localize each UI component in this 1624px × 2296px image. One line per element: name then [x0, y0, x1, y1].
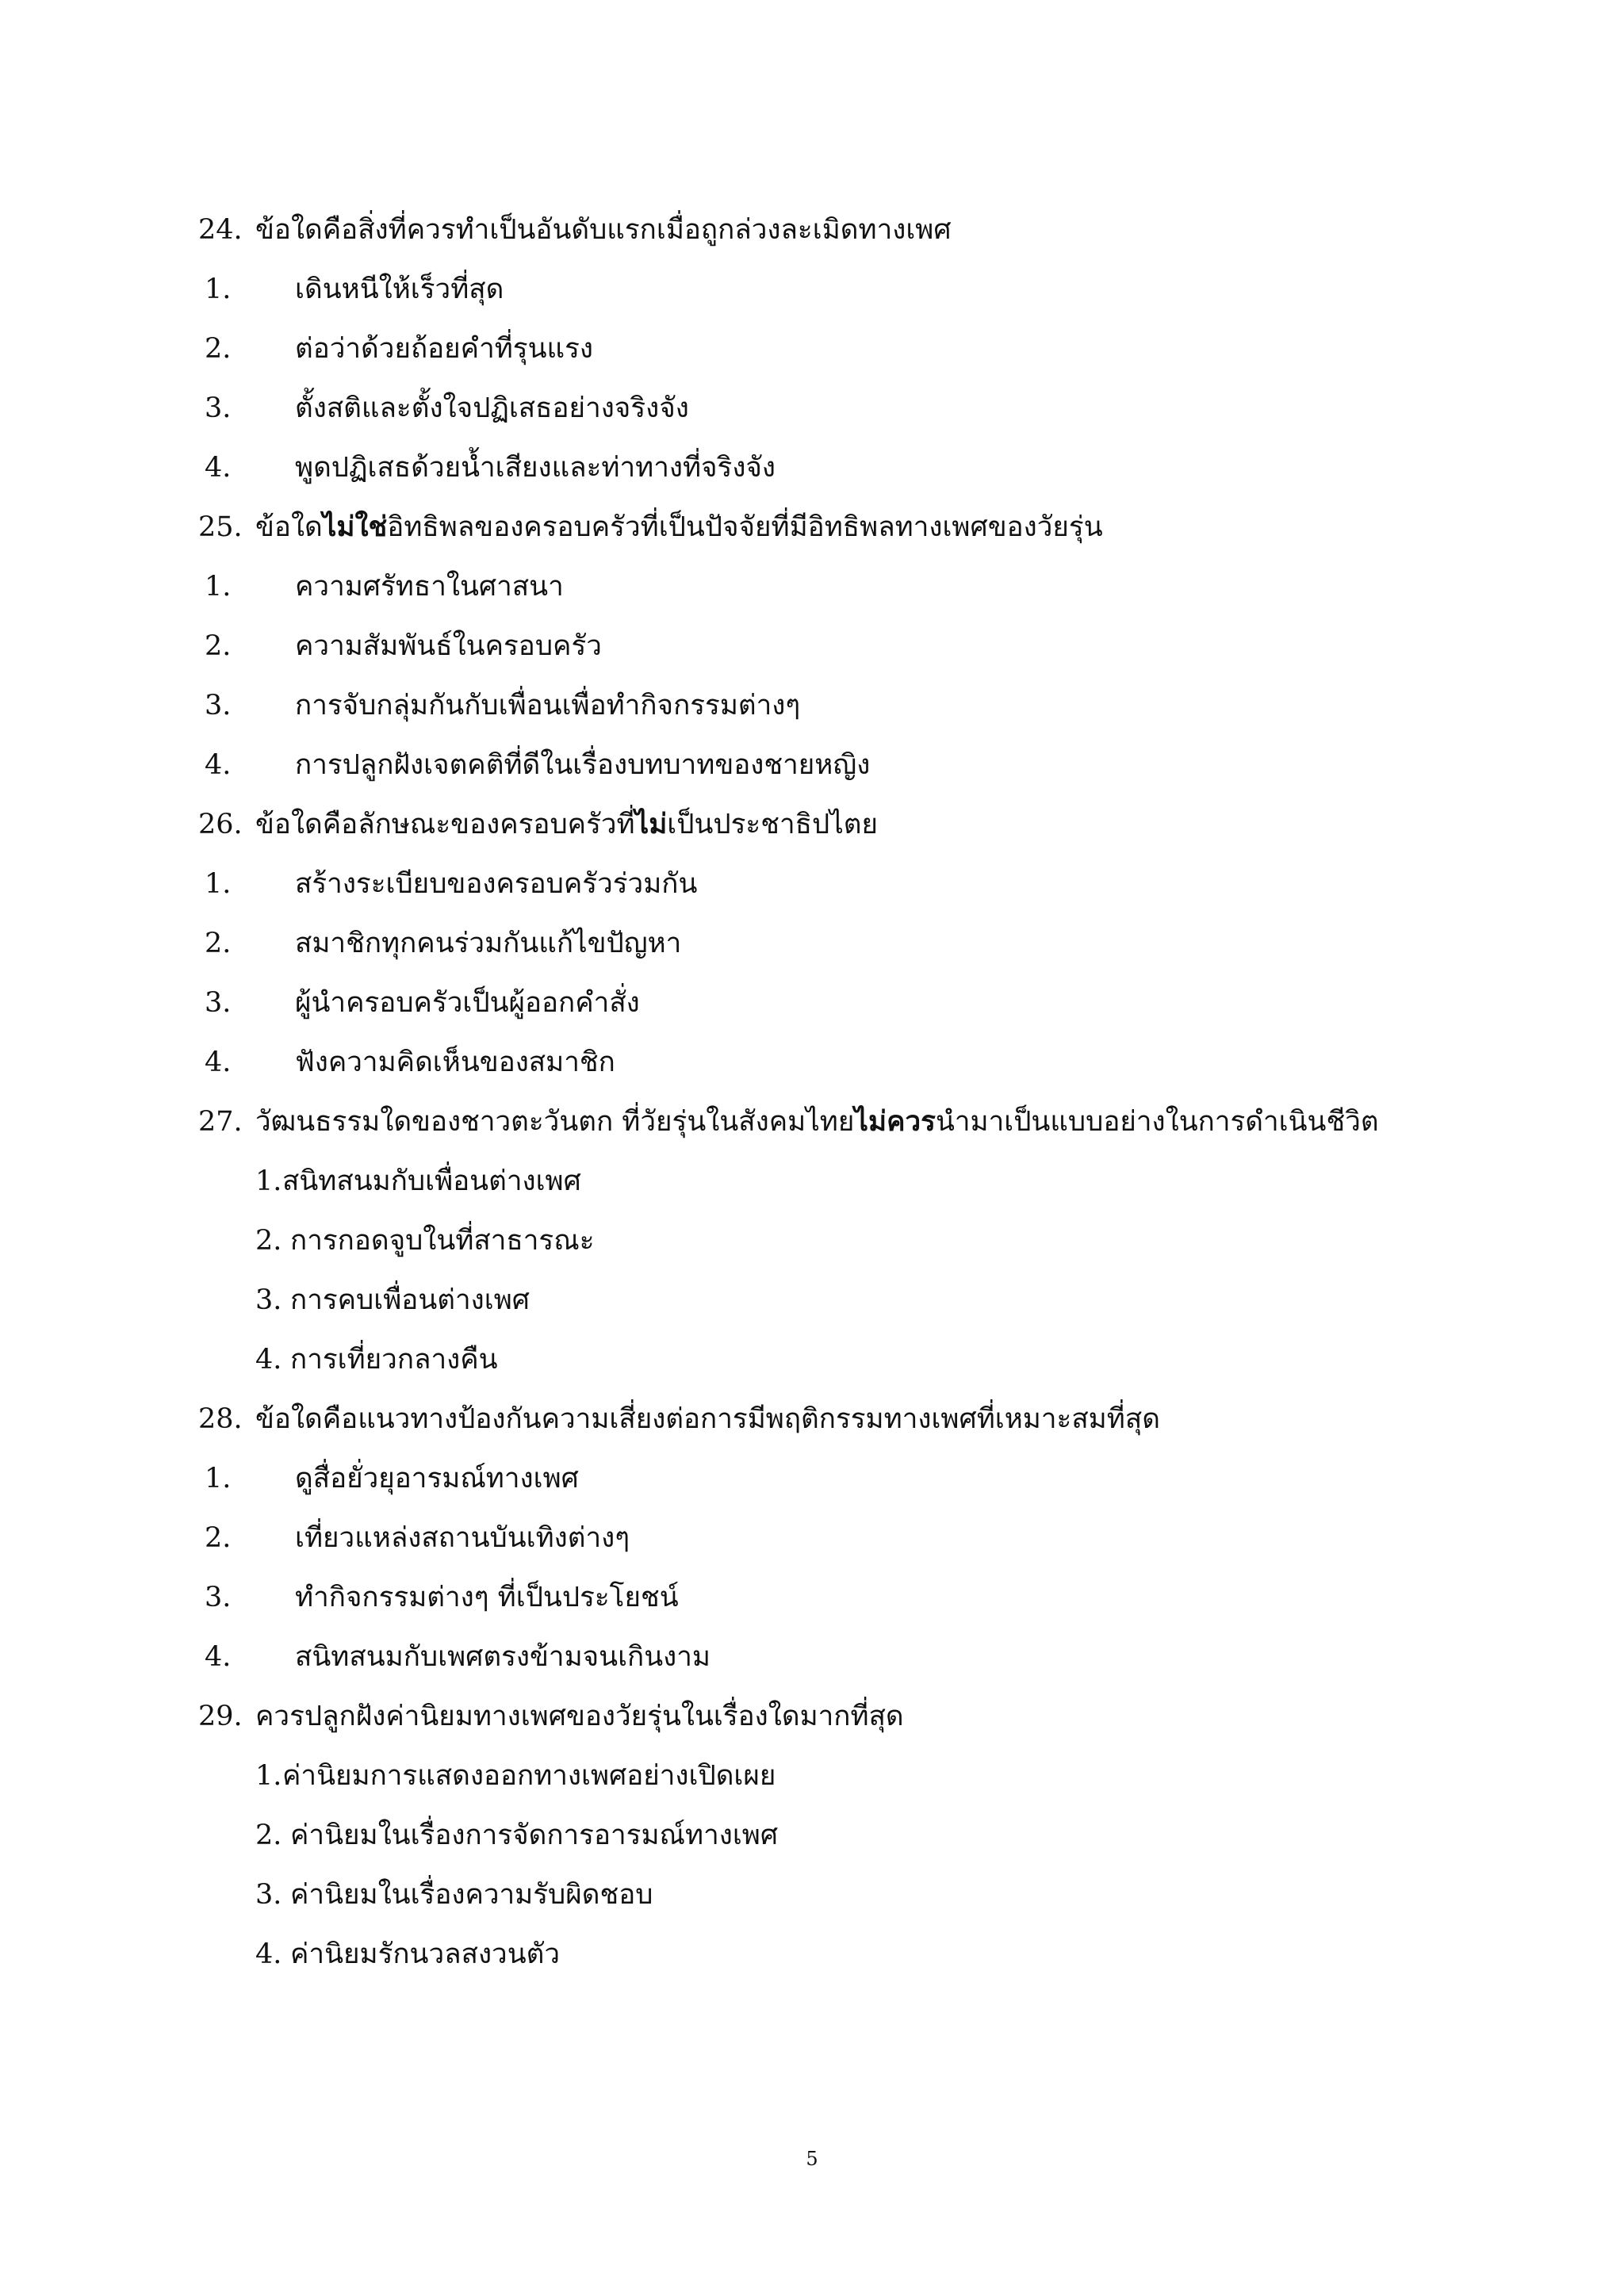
- choice-text: สนิทสนมกับเพื่อนต่างเพศ: [282, 1165, 581, 1197]
- choice-text: ค่านิยมในเรื่องความรับผิดชอบ: [290, 1879, 653, 1911]
- choice-number: 1.: [255, 1760, 282, 1792]
- question-number: 26.: [198, 809, 243, 840]
- choice-number: 1.: [205, 1463, 232, 1494]
- choice-text: การจับกลุ่มกันกับเพื่อนเพื่อทำกิจกรรมต่างๆ: [295, 690, 801, 721]
- choice-number: 2.: [205, 928, 232, 959]
- choice-number: 2.: [255, 1225, 282, 1257]
- choice-text: ผู้นำครอบครัวเป็นผู้ออกคำสั่ง: [295, 987, 640, 1019]
- choice-number: 1.: [205, 868, 232, 900]
- choice-text: การกอดจูบในที่สาธารณะ: [290, 1225, 595, 1257]
- choice-text: เที่ยวแหล่งสถานบันเทิงต่างๆ: [295, 1522, 630, 1554]
- choice-text: พูดปฏิเสธด้วยน้ำเสียงและท่าทางที่จริงจัง: [295, 452, 776, 484]
- choice-text: สร้างระเบียบของครอบครัวร่วมกัน: [295, 868, 698, 900]
- choice-text: ความศรัทธาในศาสนา: [295, 571, 564, 603]
- choice-text: ทำกิจกรรมต่างๆ ที่เป็นประโยชน์: [295, 1582, 679, 1613]
- choice-number: 2.: [255, 1820, 282, 1851]
- choice-number: 4.: [205, 749, 232, 781]
- choice-text: สมาชิกทุกคนร่วมกันแก้ไขปัญหา: [295, 928, 682, 959]
- choice-text: ค่านิยมการแสดงออกทางเพศอย่างเปิดเผย: [282, 1760, 776, 1792]
- choice-text: การปลูกฝังเจตคติที่ดีในเรื่องบทบาทของชายหญิง: [295, 749, 871, 781]
- choice-number: 4.: [205, 452, 232, 484]
- choice-number: 4.: [255, 1938, 282, 1970]
- question-text: ข้อใดคือลักษณะของครอบครัวที่ไม่เป็นประชาธิปไตย: [255, 808, 879, 840]
- question-text: ข้อใดคือสิ่งที่ควรทำเป็นอันดับแรกเมื่อถูกล่วงละเมิดทางเพศ: [255, 214, 952, 246]
- choice-text: ฟังความคิดเห็นของสมาชิก: [295, 1047, 615, 1078]
- choice-text: เดินหนีให้เร็วที่สุด: [295, 274, 504, 305]
- choice-text: ค่านิยมรักนวลสงวนตัว: [290, 1938, 561, 1970]
- question-text: ข้อใดคือแนวทางป้องกันความเสี่ยงต่อการมีพฤติกรรมทางเพศที่เหมาะสมที่สุด: [255, 1403, 1160, 1435]
- choice-number: 3.: [205, 1582, 232, 1613]
- choice-number: 4.: [205, 1047, 232, 1078]
- question-number: 24.: [198, 214, 243, 246]
- choice-number: 1.: [255, 1165, 282, 1197]
- choice-number: 2.: [205, 630, 232, 662]
- choice-text: การคบเพื่อนต่างเพศ: [290, 1284, 530, 1316]
- page-number: 5: [806, 2148, 818, 2170]
- question-text: วัฒนธรรมใดของชาวตะวันตก ที่วัยรุ่นในสังคมไทยไม่ควรนำมาเป็นแบบอย่างในการดำเนินชีวิต: [255, 1105, 1379, 1138]
- question-text: ควรปลูกฝังค่านิยมทางเพศของวัยรุ่นในเรื่องใดมากที่สุด: [255, 1701, 904, 1732]
- choice-number: 3.: [205, 392, 232, 424]
- choice-number: 1.: [205, 571, 232, 603]
- choice-number: 3.: [255, 1879, 282, 1911]
- choice-number: 1.: [205, 274, 232, 305]
- choice-number: 4.: [255, 1344, 282, 1376]
- question-text: ข้อใดไม่ใช่อิทธิพลของครอบครัวที่เป็นปัจจัยที่มีอิทธิพลทางเพศของวัยรุ่น: [255, 511, 1103, 543]
- choice-text: ตั้งสติและตั้งใจปฏิเสธอย่างจริงจัง: [295, 392, 689, 424]
- choice-text: สนิทสนมกับเพศตรงข้ามจนเกินงาม: [295, 1641, 710, 1673]
- choice-number: 3.: [205, 690, 232, 721]
- choice-text: ความสัมพันธ์ในครอบครัว: [295, 630, 602, 662]
- choice-number: 2.: [205, 1522, 232, 1554]
- question-number: 29.: [198, 1701, 243, 1732]
- choice-text: ดูสื่อยั่วยุอารมณ์ทางเพศ: [295, 1463, 579, 1494]
- choice-text: การเที่ยวกลางคืน: [290, 1344, 498, 1376]
- choice-number: 3.: [255, 1284, 282, 1316]
- question-number: 28.: [198, 1403, 243, 1435]
- choice-number: 2.: [205, 333, 232, 365]
- question-number: 25.: [198, 511, 243, 543]
- choice-text: ต่อว่าด้วยถ้อยคำที่รุนแรง: [295, 333, 593, 365]
- choice-number: 3.: [205, 987, 232, 1019]
- choice-text: ค่านิยมในเรื่องการจัดการอารมณ์ทางเพศ: [290, 1820, 779, 1851]
- question-number: 27.: [198, 1106, 243, 1138]
- choice-number: 4.: [205, 1641, 232, 1673]
